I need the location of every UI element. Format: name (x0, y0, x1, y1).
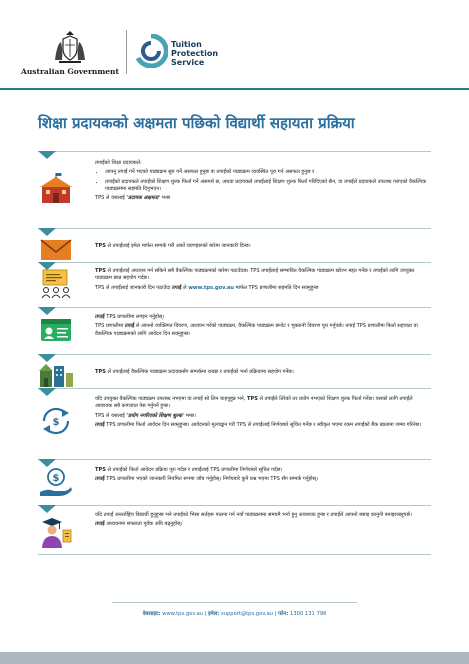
government-name: Australian Government (21, 67, 119, 76)
step-6-para-2-post: भन्छ। (183, 412, 196, 419)
step-6-para-2-pre: TPS ले यसलाई (95, 412, 127, 419)
step-8-subject: तपाईं (95, 521, 105, 528)
graduate-icon (38, 516, 74, 548)
step-5-subject: TPS (95, 369, 106, 375)
logo-divider (126, 30, 127, 74)
step-6-para-2 (95, 413, 430, 420)
bottom-band (0, 652, 469, 664)
step-2-body: ले तपाईंलाई इमेल मार्फत सम्पर्क गरी अर्को चरणहरूको बारेमा जानकारी दिन्छ। (105, 243, 251, 249)
step-3-line-1 (95, 268, 430, 283)
refund-arrows-icon (38, 405, 74, 437)
step-1-outro-pre: TPS ले यसलाई (95, 195, 127, 202)
step-6-para-1-subject: TPS (246, 396, 258, 402)
page-header (0, 0, 469, 84)
step-6-para-3-subject: तपाईं (95, 421, 105, 428)
step-6-text (95, 396, 430, 431)
coat-of-arms-icon (52, 30, 88, 66)
step-1-intro: तपाईंको शिक्षा प्रदायकले: (95, 160, 142, 166)
header-rule (0, 88, 469, 90)
step-divider (38, 151, 431, 152)
step-4-heading (95, 314, 430, 321)
step-7-text (95, 467, 430, 486)
step-6-para-1 (95, 396, 430, 411)
step-1-outro-post: भन्छ (159, 195, 171, 202)
step-4-body-subject: तपाईं (124, 323, 135, 330)
step-6-para-3-body: TPS प्रणालीमा फिर्ता आवेदन दिन सक्नुहुन्छ। आवेदनको मूल्याङ्कन गरी TPS ले तपाईंलाई निर्णयबारे सूचित गर्नेछ र स्वीकृत भएमा रकम तपाईंको बैंक खातामा जम्मा गरिनेछ। (104, 421, 422, 428)
step-divider (38, 262, 431, 263)
step-6-para-2-term: 'प्रयोग नगरिएको शिक्षण शुल्क' (126, 412, 184, 419)
australian-government-logo (20, 30, 120, 74)
step-3-subject: TPS (95, 268, 106, 274)
step-3-line-2 (95, 285, 430, 292)
step-5-text (95, 369, 430, 378)
chevron-down-icon (38, 505, 56, 513)
step-1-text (95, 160, 430, 204)
step-4-body (95, 323, 430, 338)
step-divider (38, 228, 431, 229)
chevron-down-icon (38, 151, 56, 159)
svg-text:$: $ (52, 473, 60, 484)
step-8-line-2 (95, 521, 430, 528)
step-4-heading-text: TPS प्रणालीमा लगइन गर्नुहोस्। (104, 314, 165, 320)
step-1-outro-term: 'प्रदायक अक्षमता' (126, 195, 160, 202)
step-5-body: ले तपाईंलाई वैकल्पिक पाठ्यक्रम प्रदायकसँग सम्पर्कमा राख्छ र तपाईंको भर्ना प्रक्रियामा सहयोग गर्नेछ। (105, 369, 294, 375)
step-7-line-1-body: ले तपाईंको फिर्ता आवेदन प्रक्रिया पूरा गर्दछ र तपाईंलाई TPS प्रणालीमा निर्णयबारे सूचित गर्दछ। (105, 467, 283, 473)
step-3-line-2-mid: ले (181, 284, 189, 291)
list-item: • तपाईंको प्रदायकले तपाईंको शिक्षण शुल्क फिर्ता गर्ने असमर्थ छ, अथवा प्रदायकले तपाईंलाई शिक्षण शुल्क फिर्ता गरिदिएको छैन, वा तपाईंले प्रदायकले उपलब्ध गराएको वैकल्पिक पाठ्यक्रममा सहमति दिनुभएन। (105, 179, 430, 194)
step-3-line-2-pre: TPS ले तपाईंलाई जानकारी दिन पठाउँदा (95, 284, 172, 291)
step-2-line (95, 243, 430, 250)
tps-logo-line2: Protection (171, 49, 219, 58)
tps-logo-icon (134, 34, 168, 68)
step-3-text (95, 268, 430, 294)
list-item: • आफ्नु तपाईं गर्ने भएको पाठ्यक्रम सुरु गर्ने असफल हुनुछ वा तपाईंको पाठ्यक्रम व्यवस्थित पूरा गर्न असफल हुनुछ र (105, 169, 430, 176)
website-label: वेबसाइट: (142, 611, 161, 617)
money-hand-icon (38, 466, 74, 498)
documents-people-icon (38, 268, 74, 300)
tps-logo-text (171, 40, 218, 67)
step-6-para-3 (95, 422, 430, 429)
step-8-line-2-body: अध्ययनमा सफलता पूर्वक अघि बढ्नुहोस्। (104, 521, 183, 528)
school-building-icon (38, 173, 74, 205)
step-7-subject: TPS (95, 467, 106, 473)
step-2-subject: TPS (95, 243, 106, 249)
step-4-body-pre: TPS प्रणालीमा (95, 323, 125, 330)
email-label: इमेल: (208, 611, 220, 617)
step-divider (38, 354, 431, 355)
step-8-text (95, 512, 430, 531)
phone-label: फोन: (278, 611, 289, 617)
step-6-para-1-pre: यदि उपयुक्त वैकल्पिक पाठ्यक्रम उपलब्ध नभएमा वा तपाईं सो लिन चाहनुहुन्न भने, (95, 396, 247, 402)
step-4-text (95, 314, 430, 340)
tps-website-link[interactable]: www.tps.gov.au (188, 284, 235, 291)
step-divider (38, 307, 431, 308)
email-link[interactable]: support@tps.gov.au (221, 611, 274, 617)
step-divider (38, 505, 431, 506)
id-card-icon (38, 314, 74, 346)
step-2-text (95, 243, 430, 252)
step-7-line-1 (95, 467, 430, 474)
chevron-down-icon (38, 388, 56, 396)
step-divider (38, 388, 431, 389)
step-4-subject: तपाईं (95, 314, 105, 320)
step-3-body: ले तपाईंलाई अध्ययन गर्न सकिने सबै वैकल्पिक पाठ्यक्रमको बारेमा पठाउँदछ। TPS तपाईंलाई सम्भावित वैकल्पिक पाठ्यक्रम खोज्न मद्दत गर्नेछ र तपाईंको लागि उपयुक्त पाठ्यक्रम छान्न सहयोग गर्दछ। (95, 268, 415, 282)
step-5-line (95, 369, 430, 376)
footer-rule (112, 602, 357, 603)
step-divider (38, 459, 431, 460)
phone-number[interactable]: 1300 131 798 (290, 611, 327, 617)
footer-separator: | (203, 611, 209, 617)
step-1-outro (95, 195, 430, 202)
step-3-line-2-post: मार्फत TPS प्रणालीमा सहमति दिन सक्नुहुन्छ (234, 284, 319, 291)
step-7-line-2-subject: तपाईं (95, 476, 105, 483)
page-title: शिक्षा प्रदायकको अक्षमता पछिको विद्यार्थी सहायता प्रक्रिया (38, 114, 355, 132)
contact-footer (0, 609, 469, 617)
step-divider (38, 554, 431, 555)
step-1-bullets (95, 169, 430, 193)
step-7-line-2-body: TPS प्रणालीमा भएको जानकारी नियमित रूपमा जाँच गर्नुहोस्। निर्णयबारे कुनै प्रश्न भएमा TPS सँग सम्पर्क गर्नुहोस्। (104, 476, 318, 483)
step-7-line-2 (95, 476, 430, 483)
website-link[interactable]: www.tps.gov.au (162, 611, 204, 617)
svg-text:$: $ (52, 417, 60, 428)
step-6-para-1-post: ले तपाईंले तिरेको तर प्रयोग नभएको शिक्षण शुल्क फिर्ता गर्नेछ। यसको लागि तपाईंले आवश्यक सबै कागजात पेस गर्नुपर्ने हुन्छ। (95, 396, 413, 410)
step-3-line-2-subject: तपाईं (171, 284, 182, 291)
tps-logo-line3: Service (171, 58, 205, 67)
step-4-body-text: ले आफ्नो व्यक्तिगत विवरण, अध्ययन गरेको पाठ्यक्रम, वैकल्पिक पाठ्यक्रम छनोट र भुक्तानी विवरण पूरा गर्नुपर्छ। तपाईं TPS प्रणालीमा फिर्ता सहायता वा वैकल्पिक पाठ्यक्रमको लागि आवेदन दिन सक्नुहुन्छ। (95, 323, 418, 337)
step-8-line-1: यदि तपाईं अन्तर्राष्ट्रिय विद्यार्थी हुनुहुन्छ भने तपाईंको भिसा सर्तहरू पालना गर्न नयाँ पाठ्यक्रममा समयमै भर्ना हुनु आवश्यक हुन्छ र तपाईंले आफ्नो बसाइ कानुनी बनाइराख्नुपर्छ। (95, 512, 412, 518)
footer-separator: | (273, 611, 279, 617)
buildings-icon (38, 358, 74, 390)
tps-logo-line1: Tuition (171, 40, 202, 49)
